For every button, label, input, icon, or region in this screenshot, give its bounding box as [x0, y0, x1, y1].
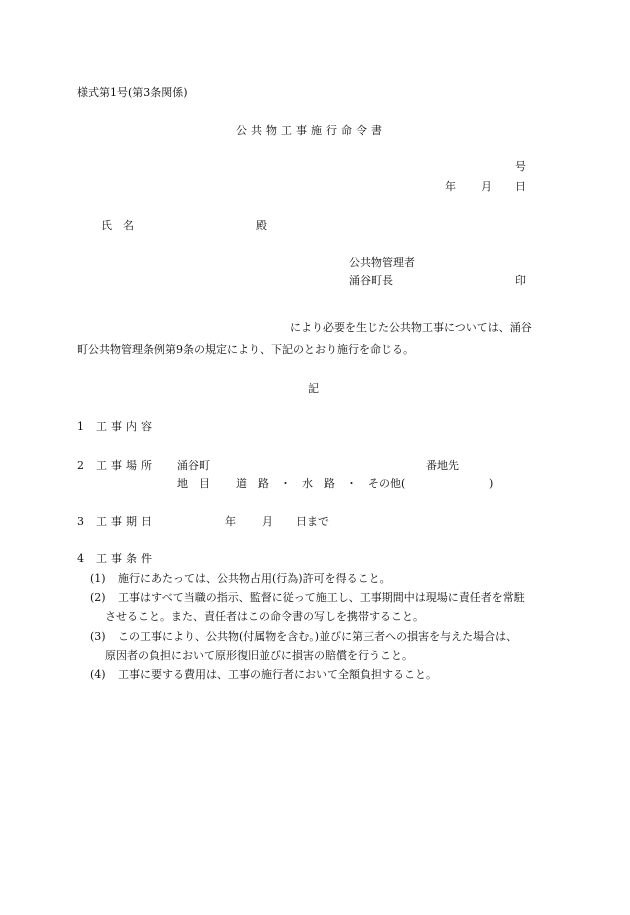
condition-4-number: (4): [90, 668, 106, 681]
item-1-label: 工事内容: [96, 420, 156, 433]
body-line-2: 町公共物管理条例第9条の規定により、下記のとおり施行を命じる。: [77, 343, 414, 356]
body-line-1: により必要を生じた公共物工事については、涌谷: [290, 321, 532, 334]
condition-2-line-1: 工事はすべて当職の指示、監督に従って施工し、工事期間中は現場に責任者を常駐: [118, 591, 525, 604]
date-year: 年: [445, 180, 456, 193]
item-4-number: 4: [77, 552, 84, 565]
condition-3-number: (3): [90, 630, 106, 643]
addressee-name-label: 氏 名: [101, 219, 134, 232]
condition-3-line-2: 原因者の負担において原形復旧並びに損害の賠償を行うこと。: [105, 649, 413, 662]
item-1-number: 1: [77, 420, 84, 433]
ki-heading: 記: [308, 382, 319, 395]
work-period-year: 年: [225, 515, 236, 528]
condition-3-line-1: この工事により、公共物(付属物を含む。)並びに第三者への損害を与えた場合は、: [118, 630, 518, 643]
condition-2-number: (2): [90, 591, 106, 604]
work-place-category-options: 道 路 ・ 水 路 ・ その他(: [236, 477, 406, 490]
item-4-label: 工事条件: [96, 552, 156, 565]
work-period-day: 日まで: [296, 515, 329, 528]
date-day: 日: [515, 180, 526, 193]
work-place-category-label: 地 目: [177, 477, 210, 490]
date-month: 月: [481, 180, 492, 193]
work-place-category-close: ): [489, 477, 494, 490]
condition-4-line-1: 工事に要する費用は、工事の施行者において全額負担すること。: [118, 668, 437, 681]
issuer-name: 涌谷町長: [349, 274, 393, 287]
number-label: 号: [515, 160, 526, 173]
page-title: 公共物工事施行命令書: [236, 124, 386, 137]
work-place-lot: 番地先: [426, 459, 459, 472]
work-period-month: 月: [262, 515, 273, 528]
work-place-town: 涌谷町: [177, 459, 210, 472]
item-2-label: 工事場所: [96, 459, 156, 472]
condition-1-number: (1): [90, 572, 106, 585]
item-2-number: 2: [77, 459, 84, 472]
form-number: 様式第1号(第3条関係): [77, 86, 188, 99]
item-3-label: 工事期日: [96, 515, 156, 528]
item-3-number: 3: [77, 515, 84, 528]
seal-mark: 印: [515, 274, 526, 287]
condition-2-line-2: させること。また、責任者はこの命令書の写しを携帯すること。: [105, 610, 424, 623]
condition-1-line-1: 施行にあたっては、公共物占用(行為)許可を得ること。: [118, 572, 391, 585]
issuer-title: 公共物管理者: [349, 256, 415, 269]
addressee-honorific: 殿: [256, 219, 267, 232]
